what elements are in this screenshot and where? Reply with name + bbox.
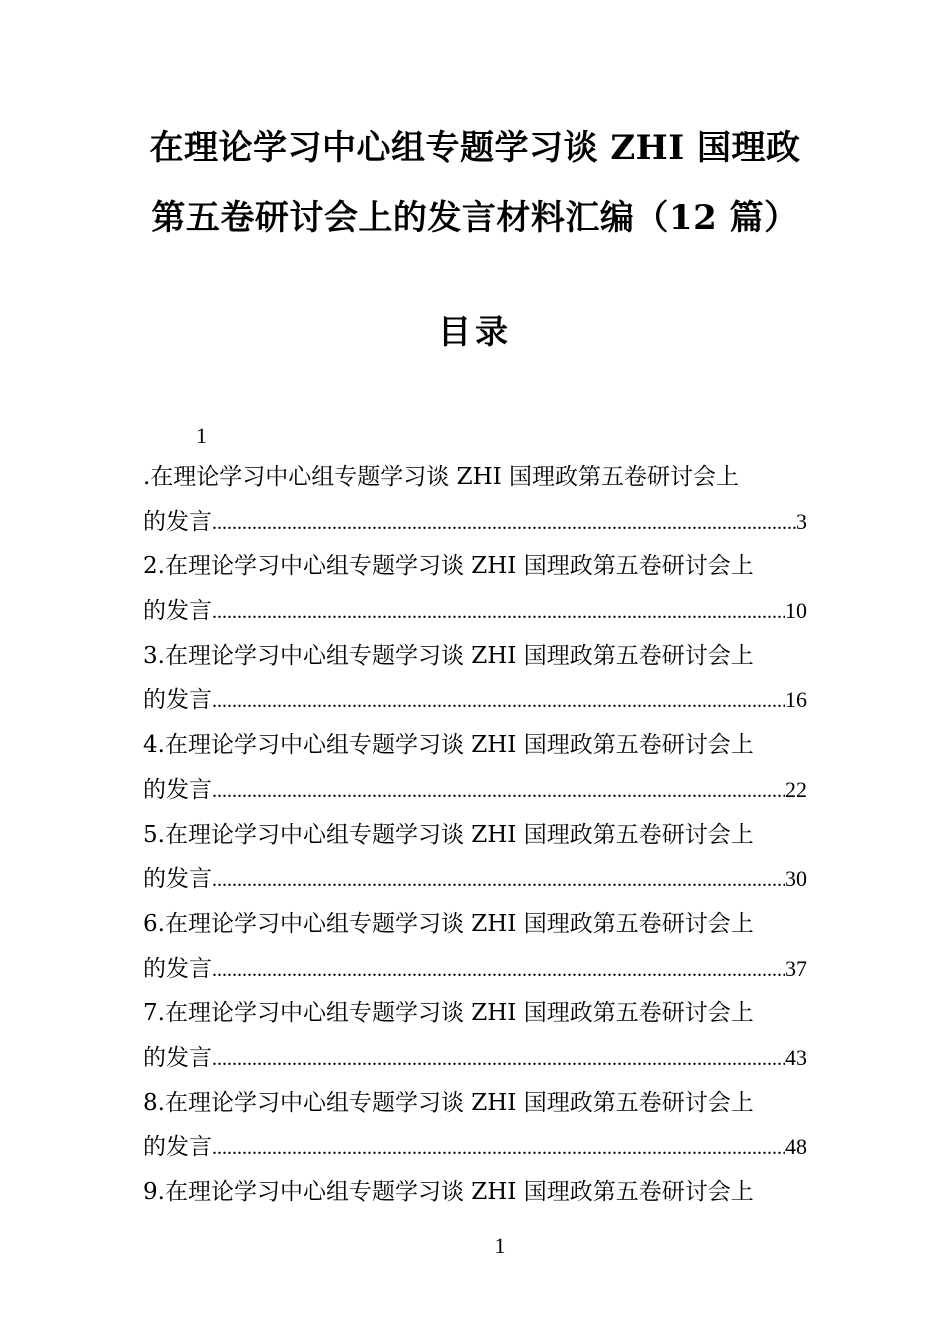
toc-entry-line-1[interactable]: 2.在理论学习中心组专题学习谈 ZHI 国理政第五卷研讨会上	[143, 553, 754, 580]
toc-dot-leader	[212, 501, 796, 545]
toc-entry-label: 的发言	[143, 687, 212, 714]
toc-entry-9-line-1[interactable]: 9.在理论学习中心组专题学习谈 ZHI 国理政第五卷研讨会上	[143, 1179, 754, 1205]
toc-entry-label: 的发言	[143, 508, 212, 535]
toc-entry-page-number: 16	[785, 687, 807, 713]
toc-dot-leader	[212, 948, 785, 992]
document-title-line-2: 第五卷研讨会上的发言材料汇编（12 篇）	[151, 198, 799, 238]
page-number: 1	[494, 1233, 506, 1258]
toc-entry-line-2[interactable]	[143, 1036, 807, 1081]
document-title-line-1: 在理论学习中心组专题学习谈 ZHI 国理政	[149, 128, 801, 168]
toc-entry-line-1[interactable]: 7.在理论学习中心组专题学习谈 ZHI 国理政第五卷研讨会上	[143, 1000, 754, 1027]
toc-entry-line-2[interactable]	[143, 857, 807, 902]
toc-entry-label: 的发言	[143, 776, 212, 803]
toc-first-entry-number: 1	[196, 423, 207, 448]
toc-entry-line-2[interactable]	[143, 678, 807, 723]
toc-entry-line-1[interactable]: 8.在理论学习中心组专题学习谈 ZHI 国理政第五卷研讨会上	[143, 1089, 754, 1116]
toc-dot-leader	[212, 858, 785, 902]
toc-entry-line-1[interactable]: 6.在理论学习中心组专题学习谈 ZHI 国理政第五卷研讨会上	[143, 910, 754, 937]
toc-entry-line-2[interactable]	[143, 500, 807, 545]
toc-dot-leader	[212, 769, 785, 813]
toc-entry-line-2[interactable]	[143, 589, 807, 634]
toc-entry-line-2[interactable]	[143, 768, 807, 813]
toc-entry-label: 的发言	[143, 1134, 212, 1161]
toc-entry-line-1[interactable]: 4.在理论学习中心组专题学习谈 ZHI 国理政第五卷研讨会上	[143, 732, 754, 759]
toc-entry-page-number: 22	[785, 776, 807, 802]
table-of-contents	[143, 417, 807, 1215]
toc-dot-leader	[212, 1037, 785, 1081]
toc-dot-leader	[212, 1126, 785, 1170]
toc-entry-label: 的发言	[143, 866, 212, 893]
toc-entry-line-2[interactable]	[143, 947, 807, 992]
toc-entry-page-number: 37	[785, 955, 807, 981]
toc-dot-leader	[212, 679, 785, 723]
toc-entry-page-number: 3	[796, 508, 807, 534]
toc-entry-line-1[interactable]: 3.在理论学习中心组专题学习谈 ZHI 国理政第五卷研讨会上	[143, 642, 754, 669]
toc-entry-line-2[interactable]	[143, 1125, 807, 1170]
toc-entry-label: 的发言	[143, 1044, 212, 1071]
toc-entry-label: 的发言	[143, 598, 212, 625]
toc-entry-page-number: 48	[785, 1134, 807, 1160]
toc-heading: 目录	[438, 312, 512, 351]
toc-entry-page-number: 10	[785, 598, 807, 624]
toc-entry-label: 的发言	[143, 955, 212, 982]
toc-entry-page-number: 43	[785, 1044, 807, 1070]
toc-entry-line-1[interactable]: 5.在理论学习中心组专题学习谈 ZHI 国理政第五卷研讨会上	[143, 821, 754, 848]
toc-entry-line-1[interactable]: .在理论学习中心组专题学习谈 ZHI 国理政第五卷研讨会上	[143, 464, 740, 490]
toc-entry-page-number: 30	[785, 866, 807, 892]
toc-dot-leader	[212, 590, 785, 634]
toc-entries	[143, 455, 807, 1170]
